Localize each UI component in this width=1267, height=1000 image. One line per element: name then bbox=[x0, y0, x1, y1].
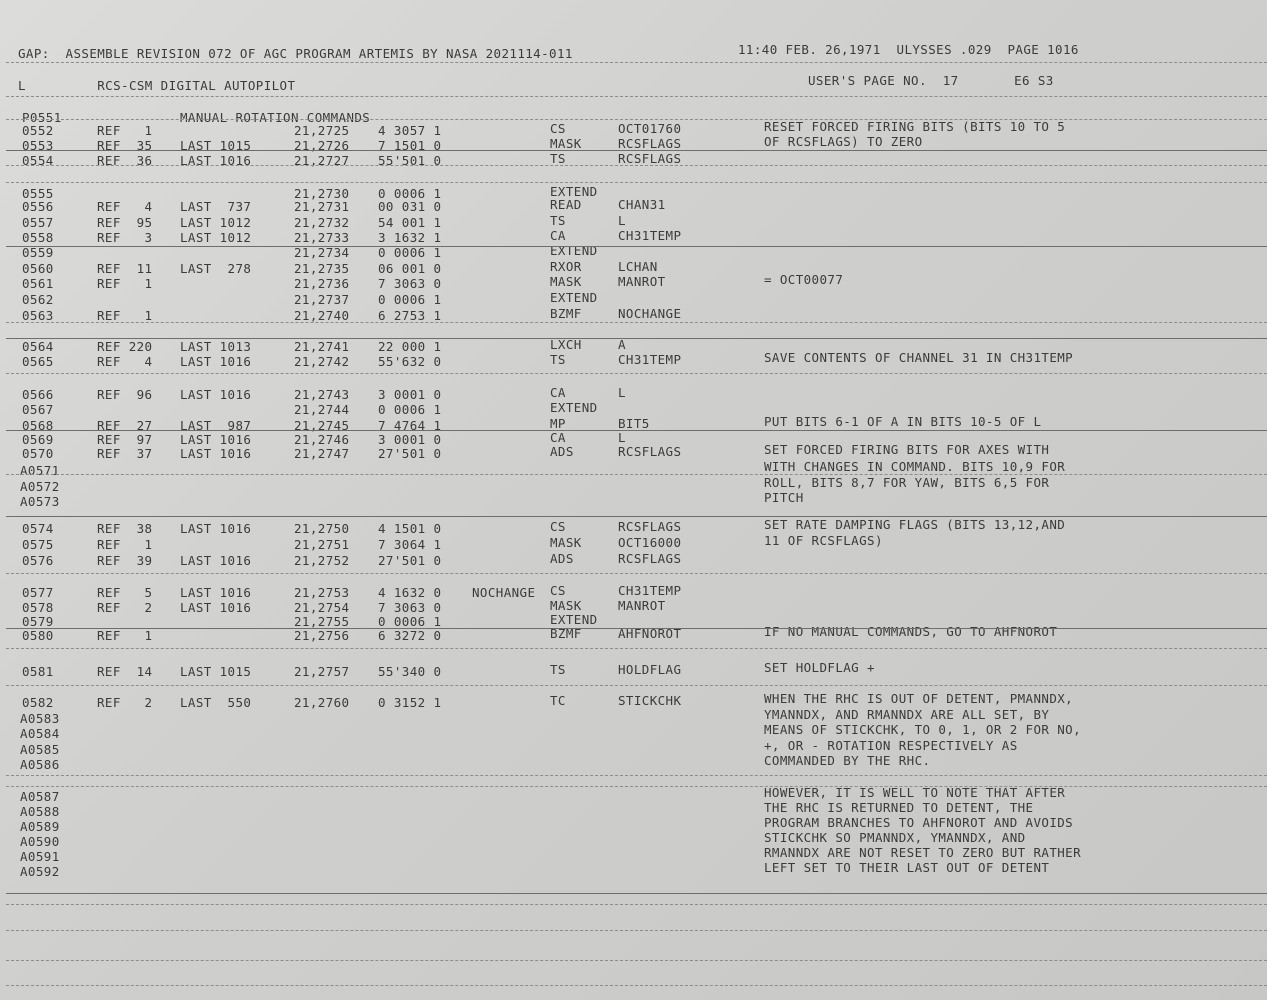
cell-ln: 0568 bbox=[22, 418, 54, 433]
cell-word: 7 4764 1 bbox=[378, 418, 442, 433]
paper-rule bbox=[6, 893, 1267, 894]
cell-last: LAST 1016 bbox=[180, 153, 252, 168]
paper-rule bbox=[6, 775, 1267, 776]
cell-op: MASK bbox=[550, 598, 582, 613]
cell-operand: OCT01760 bbox=[618, 121, 682, 136]
cell-comment: COMMANDED BY THE RHC. bbox=[764, 753, 931, 768]
paper-rule bbox=[6, 246, 1267, 247]
cell-last: LAST 987 bbox=[180, 418, 252, 433]
cell-ln: 0559 bbox=[22, 245, 54, 260]
cell-word: 06 001 0 bbox=[378, 261, 442, 276]
cell-word: 7 1501 0 bbox=[378, 138, 442, 153]
header-line-1-right: 11:40 FEB. 26,1971 ULYSSES .029 PAGE 1016 bbox=[738, 42, 1079, 57]
cell-last: LAST 1012 bbox=[180, 230, 252, 245]
cell-word: 0 3152 1 bbox=[378, 695, 442, 710]
cell-operand: CH31TEMP bbox=[618, 583, 682, 598]
header-line-2-left: L RCS-CSM DIGITAL AUTOPILOT bbox=[18, 78, 296, 93]
cell-operand: LCHAN bbox=[618, 259, 658, 274]
cell-op: CS bbox=[550, 121, 566, 136]
cell-word: 7 3064 1 bbox=[378, 537, 442, 552]
cell-operand: CH31TEMP bbox=[618, 352, 682, 367]
paper-rule bbox=[6, 96, 1267, 97]
paper-rule bbox=[6, 904, 1267, 905]
header-line-2-right: USER'S PAGE NO. 17 E6 S3 bbox=[808, 73, 1054, 88]
header-line-1-left: GAP: ASSEMBLE REVISION 072 OF AGC PROGRAM ARTEMIS BY NASA 2021114-011 bbox=[18, 46, 573, 61]
cell-last: LAST 1015 bbox=[180, 138, 252, 153]
cell-ln: 0555 bbox=[22, 186, 54, 201]
cell-comment: ROLL, BITS 8,7 FOR YAW, BITS 6,5 FOR bbox=[764, 475, 1050, 490]
cell-label: MANUAL ROTATION COMMANDS bbox=[180, 110, 371, 125]
cell-ln: 0553 bbox=[22, 138, 54, 153]
cell-comment: PUT BITS 6-1 OF A IN BITS 10-5 OF L bbox=[764, 414, 1042, 429]
cell-comment: PROGRAM BRANCHES TO AHFNOROT AND AVOIDS bbox=[764, 815, 1074, 830]
cell-comment: WITH CHANGES IN COMMAND. BITS 10,9 FOR bbox=[764, 459, 1066, 474]
cell-addr: 21,2751 bbox=[294, 537, 350, 552]
cell-addr: 21,2753 bbox=[294, 585, 350, 600]
cell-ln: A0591 bbox=[20, 849, 60, 864]
cell-ref: REF 1 bbox=[97, 308, 153, 323]
paper-rule bbox=[6, 648, 1267, 649]
cell-comment: PITCH bbox=[764, 490, 804, 505]
paper-rule bbox=[6, 516, 1267, 517]
cell-addr: 21,2726 bbox=[294, 138, 350, 153]
cell-ref: REF 97 bbox=[97, 432, 153, 447]
cell-word: 54 001 1 bbox=[378, 215, 442, 230]
cell-ln: A0571 bbox=[20, 463, 60, 478]
cell-label: NOCHANGE bbox=[472, 585, 536, 600]
cell-addr: 21,2746 bbox=[294, 432, 350, 447]
cell-comment: LEFT SET TO THEIR LAST OUT OF DETENT bbox=[764, 860, 1050, 875]
cell-last: LAST 1016 bbox=[180, 585, 252, 600]
cell-ln: A0588 bbox=[20, 804, 60, 819]
cell-op: CS bbox=[550, 583, 566, 598]
cell-last: LAST 1016 bbox=[180, 446, 252, 461]
cell-op: LXCH bbox=[550, 337, 582, 352]
cell-ref: REF 35 bbox=[97, 138, 153, 153]
cell-comment: = OCT00077 bbox=[764, 272, 844, 287]
cell-op: TS bbox=[550, 151, 566, 166]
cell-ln: A0586 bbox=[20, 757, 60, 772]
cell-last: LAST 1016 bbox=[180, 521, 252, 536]
cell-ln: 0578 bbox=[22, 600, 54, 615]
cell-last: LAST 550 bbox=[180, 695, 252, 710]
cell-operand: A bbox=[618, 337, 626, 352]
cell-op: EXTEND bbox=[550, 612, 598, 627]
cell-addr: 21,2733 bbox=[294, 230, 350, 245]
cell-addr: 21,2740 bbox=[294, 308, 350, 323]
cell-comment: HOWEVER, IT IS WELL TO NOTE THAT AFTER bbox=[764, 785, 1066, 800]
cell-op: CA bbox=[550, 385, 566, 400]
cell-op: MASK bbox=[550, 136, 582, 151]
cell-comment: YMANNDX, AND RMANNDX ARE ALL SET, BY bbox=[764, 707, 1050, 722]
cell-addr: 21,2734 bbox=[294, 245, 350, 260]
paper-rule bbox=[6, 786, 1267, 787]
cell-operand: L bbox=[618, 213, 626, 228]
cell-operand: NOCHANGE bbox=[618, 306, 682, 321]
cell-addr: 21,2747 bbox=[294, 446, 350, 461]
cell-addr: 21,2737 bbox=[294, 292, 350, 307]
cell-operand: L bbox=[618, 385, 626, 400]
cell-word: 3 0001 0 bbox=[378, 432, 442, 447]
cell-ln: 0554 bbox=[22, 153, 54, 168]
cell-comment: 11 OF RCSFLAGS) bbox=[764, 533, 883, 548]
cell-op: BZMF bbox=[550, 306, 582, 321]
cell-ln: A0592 bbox=[20, 864, 60, 879]
cell-ln: 0574 bbox=[22, 521, 54, 536]
paper-rule bbox=[6, 338, 1267, 339]
cell-comment: +, OR - ROTATION RESPECTIVELY AS bbox=[764, 738, 1018, 753]
cell-ref: REF 1 bbox=[97, 123, 153, 138]
cell-word: 0 0006 1 bbox=[378, 614, 442, 629]
cell-op: EXTEND bbox=[550, 290, 598, 305]
cell-comment: RMANNDX ARE NOT RESET TO ZERO BUT RATHER bbox=[764, 845, 1082, 860]
cell-addr: 21,2735 bbox=[294, 261, 350, 276]
cell-word: 55'632 0 bbox=[378, 354, 442, 369]
paper-rule bbox=[6, 62, 1267, 63]
cell-operand: MANROT bbox=[618, 274, 666, 289]
paper-rule bbox=[6, 930, 1267, 931]
paper-rule bbox=[6, 119, 1267, 120]
cell-ref: REF 1 bbox=[97, 537, 153, 552]
cell-ref: REF 39 bbox=[97, 553, 153, 568]
paper-rule bbox=[6, 430, 1267, 431]
cell-word: 55'501 0 bbox=[378, 153, 442, 168]
cell-op: MP bbox=[550, 416, 566, 431]
cell-word: 7 3063 0 bbox=[378, 276, 442, 291]
cell-ref: REF 96 bbox=[97, 387, 153, 402]
cell-ln: 0558 bbox=[22, 230, 54, 245]
cell-operand: RCSFLAGS bbox=[618, 444, 682, 459]
cell-ref: REF 1 bbox=[97, 276, 153, 291]
cell-word: 27'501 0 bbox=[378, 446, 442, 461]
cell-comment: SET HOLDFLAG + bbox=[764, 660, 875, 675]
cell-last: LAST 1016 bbox=[180, 553, 252, 568]
cell-ref: REF 11 bbox=[97, 261, 153, 276]
cell-operand: CH31TEMP bbox=[618, 228, 682, 243]
cell-ref: REF 27 bbox=[97, 418, 153, 433]
paper-rule bbox=[6, 322, 1267, 323]
cell-comment: MEANS OF STICKCHK, TO 0, 1, OR 2 FOR NO, bbox=[764, 722, 1082, 737]
cell-ln: 0577 bbox=[22, 585, 54, 600]
cell-addr: 21,2743 bbox=[294, 387, 350, 402]
cell-comment: SET RATE DAMPING FLAGS (BITS 13,12,AND bbox=[764, 517, 1066, 532]
cell-ref: REF 36 bbox=[97, 153, 153, 168]
cell-comment: STICKCHK SO PMANNDX, YMANNDX, AND bbox=[764, 830, 1026, 845]
cell-ref: REF 38 bbox=[97, 521, 153, 536]
cell-ln: 0580 bbox=[22, 628, 54, 643]
cell-ln: 0581 bbox=[22, 664, 54, 679]
cell-addr: 21,2732 bbox=[294, 215, 350, 230]
cell-comment: IF NO MANUAL COMMANDS, GO TO AHFNOROT bbox=[764, 624, 1058, 639]
cell-op: ADS bbox=[550, 444, 574, 459]
cell-addr: 21,2755 bbox=[294, 614, 350, 629]
cell-ref: REF 5 bbox=[97, 585, 153, 600]
cell-ref: REF 3 bbox=[97, 230, 153, 245]
cell-ln: 0561 bbox=[22, 276, 54, 291]
cell-addr: 21,2757 bbox=[294, 664, 350, 679]
cell-operand: RCSFLAGS bbox=[618, 136, 682, 151]
cell-word: 0 0006 1 bbox=[378, 402, 442, 417]
cell-ln: 0582 bbox=[22, 695, 54, 710]
cell-ref: REF 220 bbox=[97, 339, 153, 354]
cell-comment: THE RHC IS RETURNED TO DETENT, THE bbox=[764, 800, 1034, 815]
cell-ln: 0567 bbox=[22, 402, 54, 417]
cell-addr: 21,2754 bbox=[294, 600, 350, 615]
cell-addr: 21,2744 bbox=[294, 402, 350, 417]
cell-op: MASK bbox=[550, 535, 582, 550]
cell-ref: REF 37 bbox=[97, 446, 153, 461]
cell-addr: 21,2730 bbox=[294, 186, 350, 201]
cell-op: READ bbox=[550, 197, 582, 212]
paper-rule bbox=[6, 685, 1267, 686]
cell-ln: A0572 bbox=[20, 479, 60, 494]
cell-addr: 21,2760 bbox=[294, 695, 350, 710]
cell-ln: 0569 bbox=[22, 432, 54, 447]
cell-addr: 21,2750 bbox=[294, 521, 350, 536]
cell-ln: 0562 bbox=[22, 292, 54, 307]
cell-word: 4 3057 1 bbox=[378, 123, 442, 138]
cell-last: LAST 1012 bbox=[180, 215, 252, 230]
cell-last: LAST 278 bbox=[180, 261, 252, 276]
cell-addr: 21,2731 bbox=[294, 199, 350, 214]
cell-operand: MANROT bbox=[618, 598, 666, 613]
cell-ln: A0583 bbox=[20, 711, 60, 726]
cell-last: LAST 1013 bbox=[180, 339, 252, 354]
cell-ln: 0570 bbox=[22, 446, 54, 461]
cell-op: EXTEND bbox=[550, 184, 598, 199]
cell-op: EXTEND bbox=[550, 400, 598, 415]
cell-operand: L bbox=[618, 430, 626, 445]
cell-op: CA bbox=[550, 228, 566, 243]
cell-last: LAST 1016 bbox=[180, 387, 252, 402]
paper-rule bbox=[6, 960, 1267, 961]
cell-ln: A0590 bbox=[20, 834, 60, 849]
cell-ref: REF 2 bbox=[97, 695, 153, 710]
cell-operand: STICKCHK bbox=[618, 693, 682, 708]
cell-comment: SET FORCED FIRING BITS FOR AXES WITH bbox=[764, 442, 1050, 457]
cell-ref: REF 2 bbox=[97, 600, 153, 615]
cell-word: 3 1632 1 bbox=[378, 230, 442, 245]
cell-addr: 21,2741 bbox=[294, 339, 350, 354]
cell-ln: A0573 bbox=[20, 494, 60, 509]
cell-ln: 0563 bbox=[22, 308, 54, 323]
cell-last: LAST 1016 bbox=[180, 432, 252, 447]
cell-ln: 0579 bbox=[22, 614, 54, 629]
cell-ln: 0575 bbox=[22, 537, 54, 552]
cell-comment: OF RCSFLAGS) TO ZERO bbox=[764, 134, 923, 149]
cell-ref: REF 1 bbox=[97, 628, 153, 643]
cell-word: 4 1501 0 bbox=[378, 521, 442, 536]
cell-word: 6 2753 1 bbox=[378, 308, 442, 323]
paper-rule bbox=[6, 628, 1267, 629]
cell-word: 4 1632 0 bbox=[378, 585, 442, 600]
cell-op: TC bbox=[550, 693, 566, 708]
cell-comment: SAVE CONTENTS OF CHANNEL 31 IN CH31TEMP bbox=[764, 350, 1074, 365]
cell-ln: 0564 bbox=[22, 339, 54, 354]
cell-ln: 0560 bbox=[22, 261, 54, 276]
cell-op: BZMF bbox=[550, 626, 582, 641]
cell-comment: RESET FORCED FIRING BITS (BITS 10 TO 5 bbox=[764, 119, 1066, 134]
paper-rule bbox=[6, 182, 1267, 183]
cell-op: TS bbox=[550, 213, 566, 228]
cell-ln: P0551 bbox=[22, 110, 62, 125]
cell-addr: 21,2736 bbox=[294, 276, 350, 291]
cell-op: TS bbox=[550, 662, 566, 677]
cell-ln: 0576 bbox=[22, 553, 54, 568]
cell-op: EXTEND bbox=[550, 243, 598, 258]
cell-word: 22 000 1 bbox=[378, 339, 442, 354]
cell-operand: CHAN31 bbox=[618, 197, 666, 212]
cell-word: 27'501 0 bbox=[378, 553, 442, 568]
cell-op: MASK bbox=[550, 274, 582, 289]
cell-last: LAST 737 bbox=[180, 199, 252, 214]
cell-operand: RCSFLAGS bbox=[618, 551, 682, 566]
cell-addr: 21,2725 bbox=[294, 123, 350, 138]
cell-last: LAST 1015 bbox=[180, 664, 252, 679]
paper-rule bbox=[6, 985, 1267, 986]
cell-ln: 0552 bbox=[22, 123, 54, 138]
cell-ref: REF 95 bbox=[97, 215, 153, 230]
cell-ln: A0589 bbox=[20, 819, 60, 834]
cell-ln: 0556 bbox=[22, 199, 54, 214]
cell-operand: AHFNOROT bbox=[618, 626, 682, 641]
cell-op: TS bbox=[550, 352, 566, 367]
cell-word: 00 031 0 bbox=[378, 199, 442, 214]
cell-op: ADS bbox=[550, 551, 574, 566]
cell-operand: RCSFLAGS bbox=[618, 519, 682, 534]
cell-word: 3 0001 0 bbox=[378, 387, 442, 402]
cell-word: 55'340 0 bbox=[378, 664, 442, 679]
cell-ln: A0584 bbox=[20, 726, 60, 741]
cell-word: 0 0006 1 bbox=[378, 292, 442, 307]
cell-ref: REF 14 bbox=[97, 664, 153, 679]
cell-op: CS bbox=[550, 519, 566, 534]
paper-rule bbox=[6, 474, 1267, 475]
cell-last: LAST 1016 bbox=[180, 600, 252, 615]
cell-op: RXOR bbox=[550, 259, 582, 274]
cell-ln: 0566 bbox=[22, 387, 54, 402]
cell-ln: A0587 bbox=[20, 789, 60, 804]
cell-ln: 0557 bbox=[22, 215, 54, 230]
paper-rule bbox=[6, 373, 1267, 374]
cell-last: LAST 1016 bbox=[180, 354, 252, 369]
cell-operand: HOLDFLAG bbox=[618, 662, 682, 677]
cell-addr: 21,2727 bbox=[294, 153, 350, 168]
cell-comment: WHEN THE RHC IS OUT OF DETENT, PMANNDX, bbox=[764, 691, 1074, 706]
cell-operand: BIT5 bbox=[618, 416, 650, 431]
cell-operand: OCT16000 bbox=[618, 535, 682, 550]
cell-addr: 21,2745 bbox=[294, 418, 350, 433]
paper-rule bbox=[6, 573, 1267, 574]
cell-addr: 21,2752 bbox=[294, 553, 350, 568]
cell-word: 0 0006 1 bbox=[378, 245, 442, 260]
cell-operand: RCSFLAGS bbox=[618, 151, 682, 166]
cell-word: 7 3063 0 bbox=[378, 600, 442, 615]
cell-ln: 0565 bbox=[22, 354, 54, 369]
cell-addr: 21,2742 bbox=[294, 354, 350, 369]
cell-ref: REF 4 bbox=[97, 354, 153, 369]
cell-ref: REF 4 bbox=[97, 199, 153, 214]
cell-addr: 21,2756 bbox=[294, 628, 350, 643]
cell-word: 6 3272 0 bbox=[378, 628, 442, 643]
cell-op: CA bbox=[550, 430, 566, 445]
paper-rule bbox=[6, 150, 1267, 151]
paper-rule bbox=[6, 165, 1267, 166]
cell-ln: A0585 bbox=[20, 742, 60, 757]
cell-word: 0 0006 1 bbox=[378, 186, 442, 201]
